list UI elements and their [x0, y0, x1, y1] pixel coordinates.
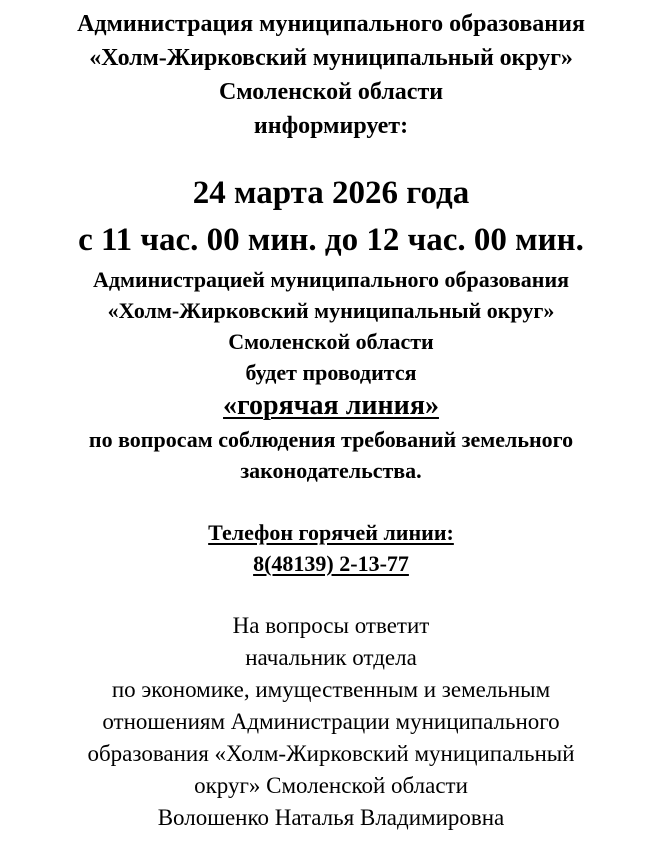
respondent-line-4: отношениям Администрации муниципального — [102, 709, 560, 734]
spacer — [0, 486, 662, 517]
event-block — [0, 170, 662, 486]
phone-label-line — [0, 517, 662, 548]
respondent-line-2: начальник отдела — [245, 645, 417, 670]
phone-number: 8(48139) 2-13-77 — [253, 551, 409, 576]
header-line-4: информирует: — [253, 113, 409, 139]
spacer — [0, 579, 662, 610]
respondent-name: Волошенко Наталья Владимировна — [157, 805, 505, 830]
header-line-2: «Холм-Жирковский муниципальный округ» — [89, 45, 573, 71]
spacer — [0, 143, 662, 170]
respondent-line-6: округ» Смоленской области — [194, 773, 468, 798]
announcement-header — [0, 0, 662, 143]
topic-line-1: по вопросам соблюдения требований земельного — [88, 427, 574, 452]
respondent-line-5: образования «Холм-Жирковский муниципальный — [87, 741, 575, 766]
organizer-line-2: «Холм-Жирковский муниципальный округ» — [107, 298, 555, 323]
organizer-line-3: Смоленской области — [228, 329, 434, 354]
event-time: с 11 час. 00 мин. до 12 час. 00 мин. — [78, 222, 584, 258]
topic-line-2: законодательства. — [240, 458, 422, 483]
respondent-line-3: по экономике, имущественным и земельным — [111, 677, 551, 702]
respondent-line-1: На вопросы ответит — [232, 613, 430, 638]
respondent-block — [0, 610, 662, 834]
hotline-title — [0, 388, 662, 424]
phone-number-line — [0, 548, 662, 579]
phone-label: Телефон горячей линии: — [208, 520, 454, 545]
will-be-held-text: будет проводится — [245, 360, 417, 385]
contact-block — [0, 517, 662, 579]
header-line-1: Администрация муниципального образования — [77, 11, 585, 37]
hotline-title-text: «горячая линия» — [223, 390, 439, 421]
header-line-3: Смоленской области — [218, 79, 444, 105]
event-date: 24 марта 2026 года — [192, 175, 470, 211]
organizer-line-1: Администрацией муниципального образования — [92, 267, 570, 292]
